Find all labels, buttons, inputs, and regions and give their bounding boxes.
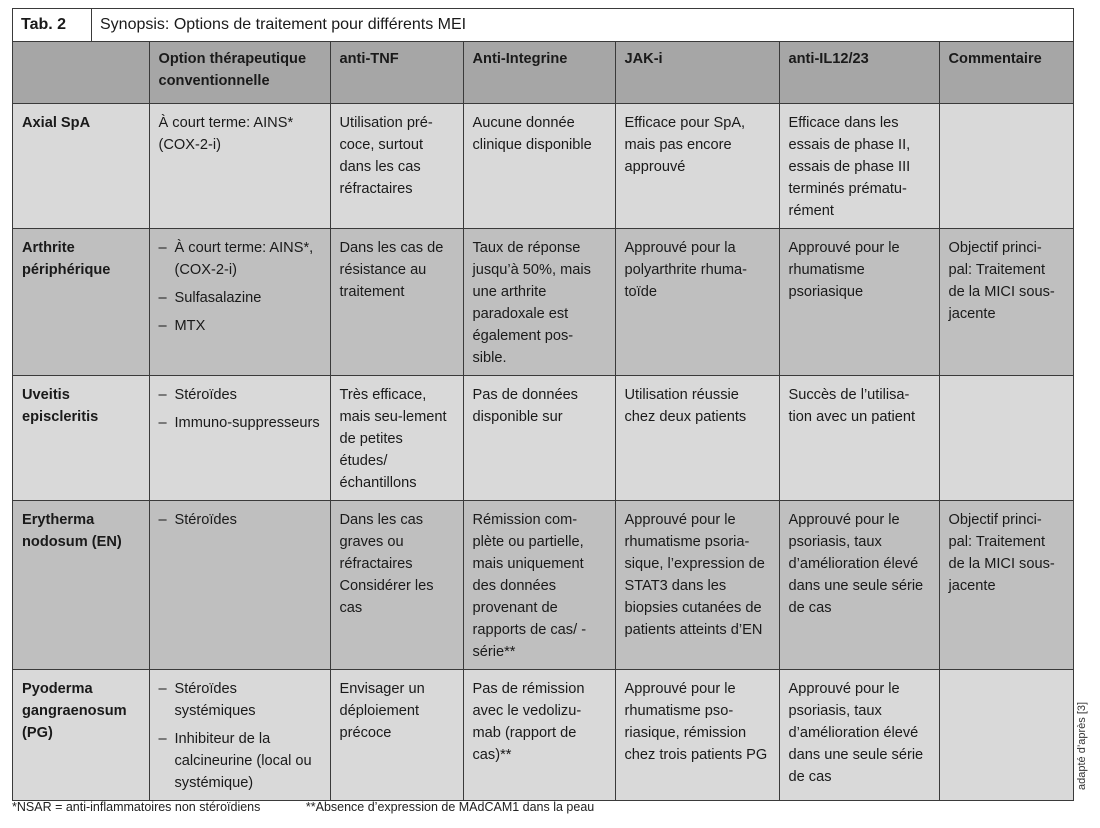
conventional-list xyxy=(159,678,321,794)
conventional-item: – À court terme: AINS*, (COX-2-i) xyxy=(159,237,321,281)
column-header-anti-tnf: anti-TNF xyxy=(330,42,463,104)
conventional-item: – Sulfasalazine xyxy=(159,287,321,309)
table-row xyxy=(13,501,1073,670)
cell-anti-integrine: Rémission com-plète ou partielle, mais uniquement des données provenant de rapports de cas/ -série** xyxy=(463,501,615,670)
cell-anti-il12-23: Succès de l’utilisa-tion avec un patient xyxy=(779,376,939,501)
cell-anti-tnf: Dans les cas graves ou réfractaires Considérer les cas xyxy=(330,501,463,670)
cell-anti-tnf: Très efficace, mais seu-lement de petites études/ échantillons xyxy=(330,376,463,501)
row-header: Arthrite périphérique xyxy=(13,229,149,376)
cell-conventional xyxy=(149,501,330,670)
footnote-madcam1: **Absence d’expression de MAdCAM1 dans la peau xyxy=(305,800,595,814)
cell-anti-integrine: Pas de données disponible sur xyxy=(463,376,615,501)
cell-jak-i: Approuvé pour la polyarthrite rhuma-toïde xyxy=(615,229,779,376)
cell-anti-il12-23: Approuvé pour le rhumatisme psoriasique xyxy=(779,229,939,376)
table-row xyxy=(13,376,1073,501)
table-row xyxy=(13,104,1073,229)
source-text: adapté d’après [3] xyxy=(1076,701,1088,790)
cell-commentaire: Objectif princi-pal: Traitement de la MICI sous-jacente xyxy=(939,229,1073,376)
cell-commentaire xyxy=(939,376,1073,501)
cell-jak-i: Approuvé pour le rhumatisme psoria-sique, l’expression de STAT3 dans les biopsies cutanées de patients atteints d’EN xyxy=(615,501,779,670)
cell-anti-integrine: Taux de réponse jusqu’à 50%, mais une arthrite paradoxale est également pos-sible. xyxy=(463,229,615,376)
cell-jak-i: Efficace pour SpA, mais pas encore approuvé xyxy=(615,104,779,229)
footnote-nsar: *NSAR = anti-inflammatoires non stéroïdiens xyxy=(12,800,261,814)
cell-anti-il12-23: Approuvé pour le psoriasis, taux d’amélioration élevé dans une seule série de cas xyxy=(779,670,939,801)
column-header-anti-il12-23: anti-IL12/23 xyxy=(779,42,939,104)
cell-anti-tnf: Dans les cas de résistance au traitement xyxy=(330,229,463,376)
row-header: Axial SpA xyxy=(13,104,149,229)
conventional-list xyxy=(159,509,321,531)
table-row xyxy=(13,229,1073,376)
cell-anti-integrine: Aucune donnée clinique disponible xyxy=(463,104,615,229)
row-header: Pyoderma gangraenosum (PG) xyxy=(13,670,149,801)
cell-commentaire xyxy=(939,670,1073,801)
source-note xyxy=(1076,701,1088,790)
cell-conventional xyxy=(149,104,330,229)
cell-commentaire: Objectif princi-pal: Traitement de la MICI sous-jacente xyxy=(939,501,1073,670)
table-title-row xyxy=(13,9,1073,42)
conventional-item: – Stéroïdes systémiques xyxy=(159,678,321,722)
conventional-list xyxy=(159,384,321,434)
cell-anti-tnf: Utilisation pré-coce, surtout dans les cas réfractaires xyxy=(330,104,463,229)
conventional-item: À court terme: AINS* (COX-2-i) xyxy=(158,115,294,153)
conventional-item: – Immuno-suppresseurs xyxy=(159,412,321,434)
treatment-table-frame xyxy=(12,8,1074,801)
cell-conventional xyxy=(149,670,330,801)
treatment-table xyxy=(13,42,1073,800)
column-header-anti-integrine: Anti-Integrine xyxy=(463,42,615,104)
cell-jak-i: Approuvé pour le rhumatisme pso-riasique, rémission chez trois patients PG xyxy=(615,670,779,801)
cell-jak-i: Utilisation réussie chez deux patients xyxy=(615,376,779,501)
cell-conventional xyxy=(149,229,330,376)
cell-anti-integrine: Pas de rémission avec le vedolizu-mab (rapport de cas)** xyxy=(463,670,615,801)
column-header-commentaire: Commentaire xyxy=(939,42,1073,104)
conventional-item: – Stéroïdes xyxy=(159,509,321,531)
table-title: Synopsis: Options de traitement pour différents MEI xyxy=(100,16,467,33)
column-header-conventional: Option thérapeutique conventionnelle xyxy=(149,42,330,104)
cell-anti-il12-23: Efficace dans les essais de phase II, essais de phase III terminés prématu-rément xyxy=(779,104,939,229)
conventional-item: – Stéroïdes xyxy=(159,384,321,406)
cell-conventional xyxy=(149,376,330,501)
conventional-list xyxy=(159,237,321,337)
row-header: Uveitis episcleritis xyxy=(13,376,149,501)
column-header-jak-i: JAK-i xyxy=(615,42,779,104)
cell-anti-il12-23: Approuvé pour le psoriasis, taux d’amélioration élevé dans une seule série de cas xyxy=(779,501,939,670)
column-header-blank xyxy=(13,42,149,104)
header-row xyxy=(13,42,1073,104)
cell-anti-tnf: Envisager un déploiement précoce xyxy=(330,670,463,801)
table-number: Tab. 2 xyxy=(13,9,92,41)
cell-commentaire xyxy=(939,104,1073,229)
conventional-item: – Inhibiteur de la calcineurine (local ou systémique) xyxy=(159,728,321,794)
conventional-item: – MTX xyxy=(159,315,321,337)
row-header: Erytherma nodosum (EN) xyxy=(13,501,149,670)
table-row xyxy=(13,670,1073,801)
footnotes xyxy=(12,800,636,814)
